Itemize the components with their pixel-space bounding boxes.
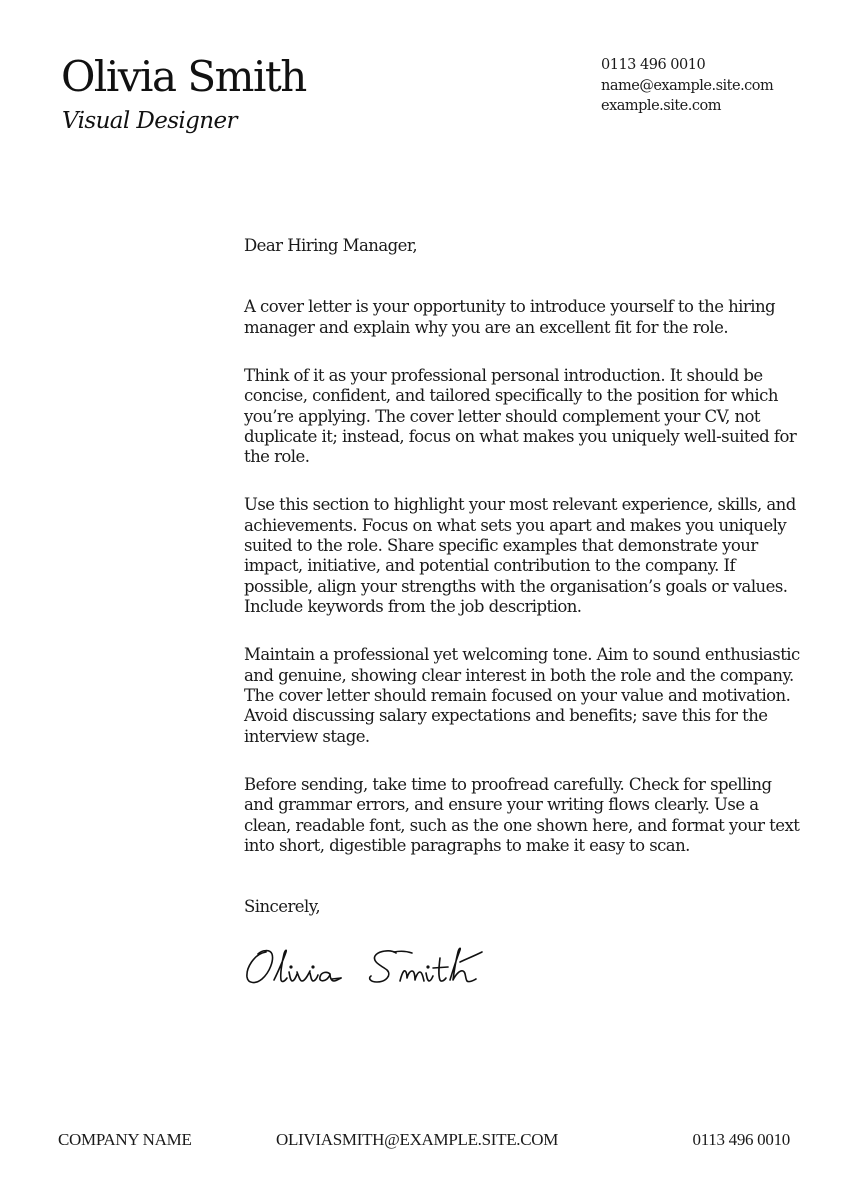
footer-email: OLIVIASMITH@EXAMPLE.SITE.COM — [276, 1130, 559, 1149]
salutation: Dear Hiring Manager, — [244, 236, 418, 255]
letter-paragraph: Before sending, take time to proofread carefully. Check for spelling and grammar errors, and ensure your writing flows clearly. Use a clean, readable font, such as the one shown here, and format your text into short, digestible paragraphs to make it easy to scan. — [244, 774, 800, 855]
contact-phone: 0113 496 0010 — [601, 57, 706, 73]
letter-paragraph: Think of it as your professional personal introduction. It should be concise, confident, and tailored specifically to the position for which you’re applying. The cover letter should complement your CV, not duplicate it; instead, focus on what makes you uniquely well-suited for the role. — [244, 365, 797, 467]
letter-paragraph: A cover letter is your opportunity to introduce yourself to the hiring manager and explain why you are an excellent fit for the role. — [244, 297, 776, 337]
applicant-name: Olivia Smith — [61, 52, 306, 101]
handwritten-signature — [244, 944, 498, 988]
letter-paragraph: Use this section to highlight your most relevant experience, skills, and achievements. Focus on what sets you apart and makes you uniquely suited to the role. Share specific examples that demonstrate your impact, initiative, and potential contribution to the company. If possible, align your strengths with the organisation’s goals or values. Include keywords from the job description. — [244, 495, 796, 617]
contact-block — [601, 55, 773, 117]
job-title: Visual Designer — [62, 108, 237, 134]
closing: Sincerely, — [244, 897, 321, 917]
contact-website: example.site.com — [601, 98, 721, 114]
footer-company-name: COMPANY NAME — [58, 1130, 192, 1149]
letter-body — [244, 236, 804, 918]
letter-paragraph: Maintain a professional yet welcoming tone. Aim to sound enthusiastic and genuine, showing clear interest in both the role and the company. The cover letter should remain focused on your value and motivation. Avoid discussing salary expectations and benefits; save this for the interview stage. — [244, 645, 800, 746]
contact-email: name@example.site.com — [601, 77, 774, 94]
footer-phone: 0113 496 0010 — [692, 1130, 790, 1149]
